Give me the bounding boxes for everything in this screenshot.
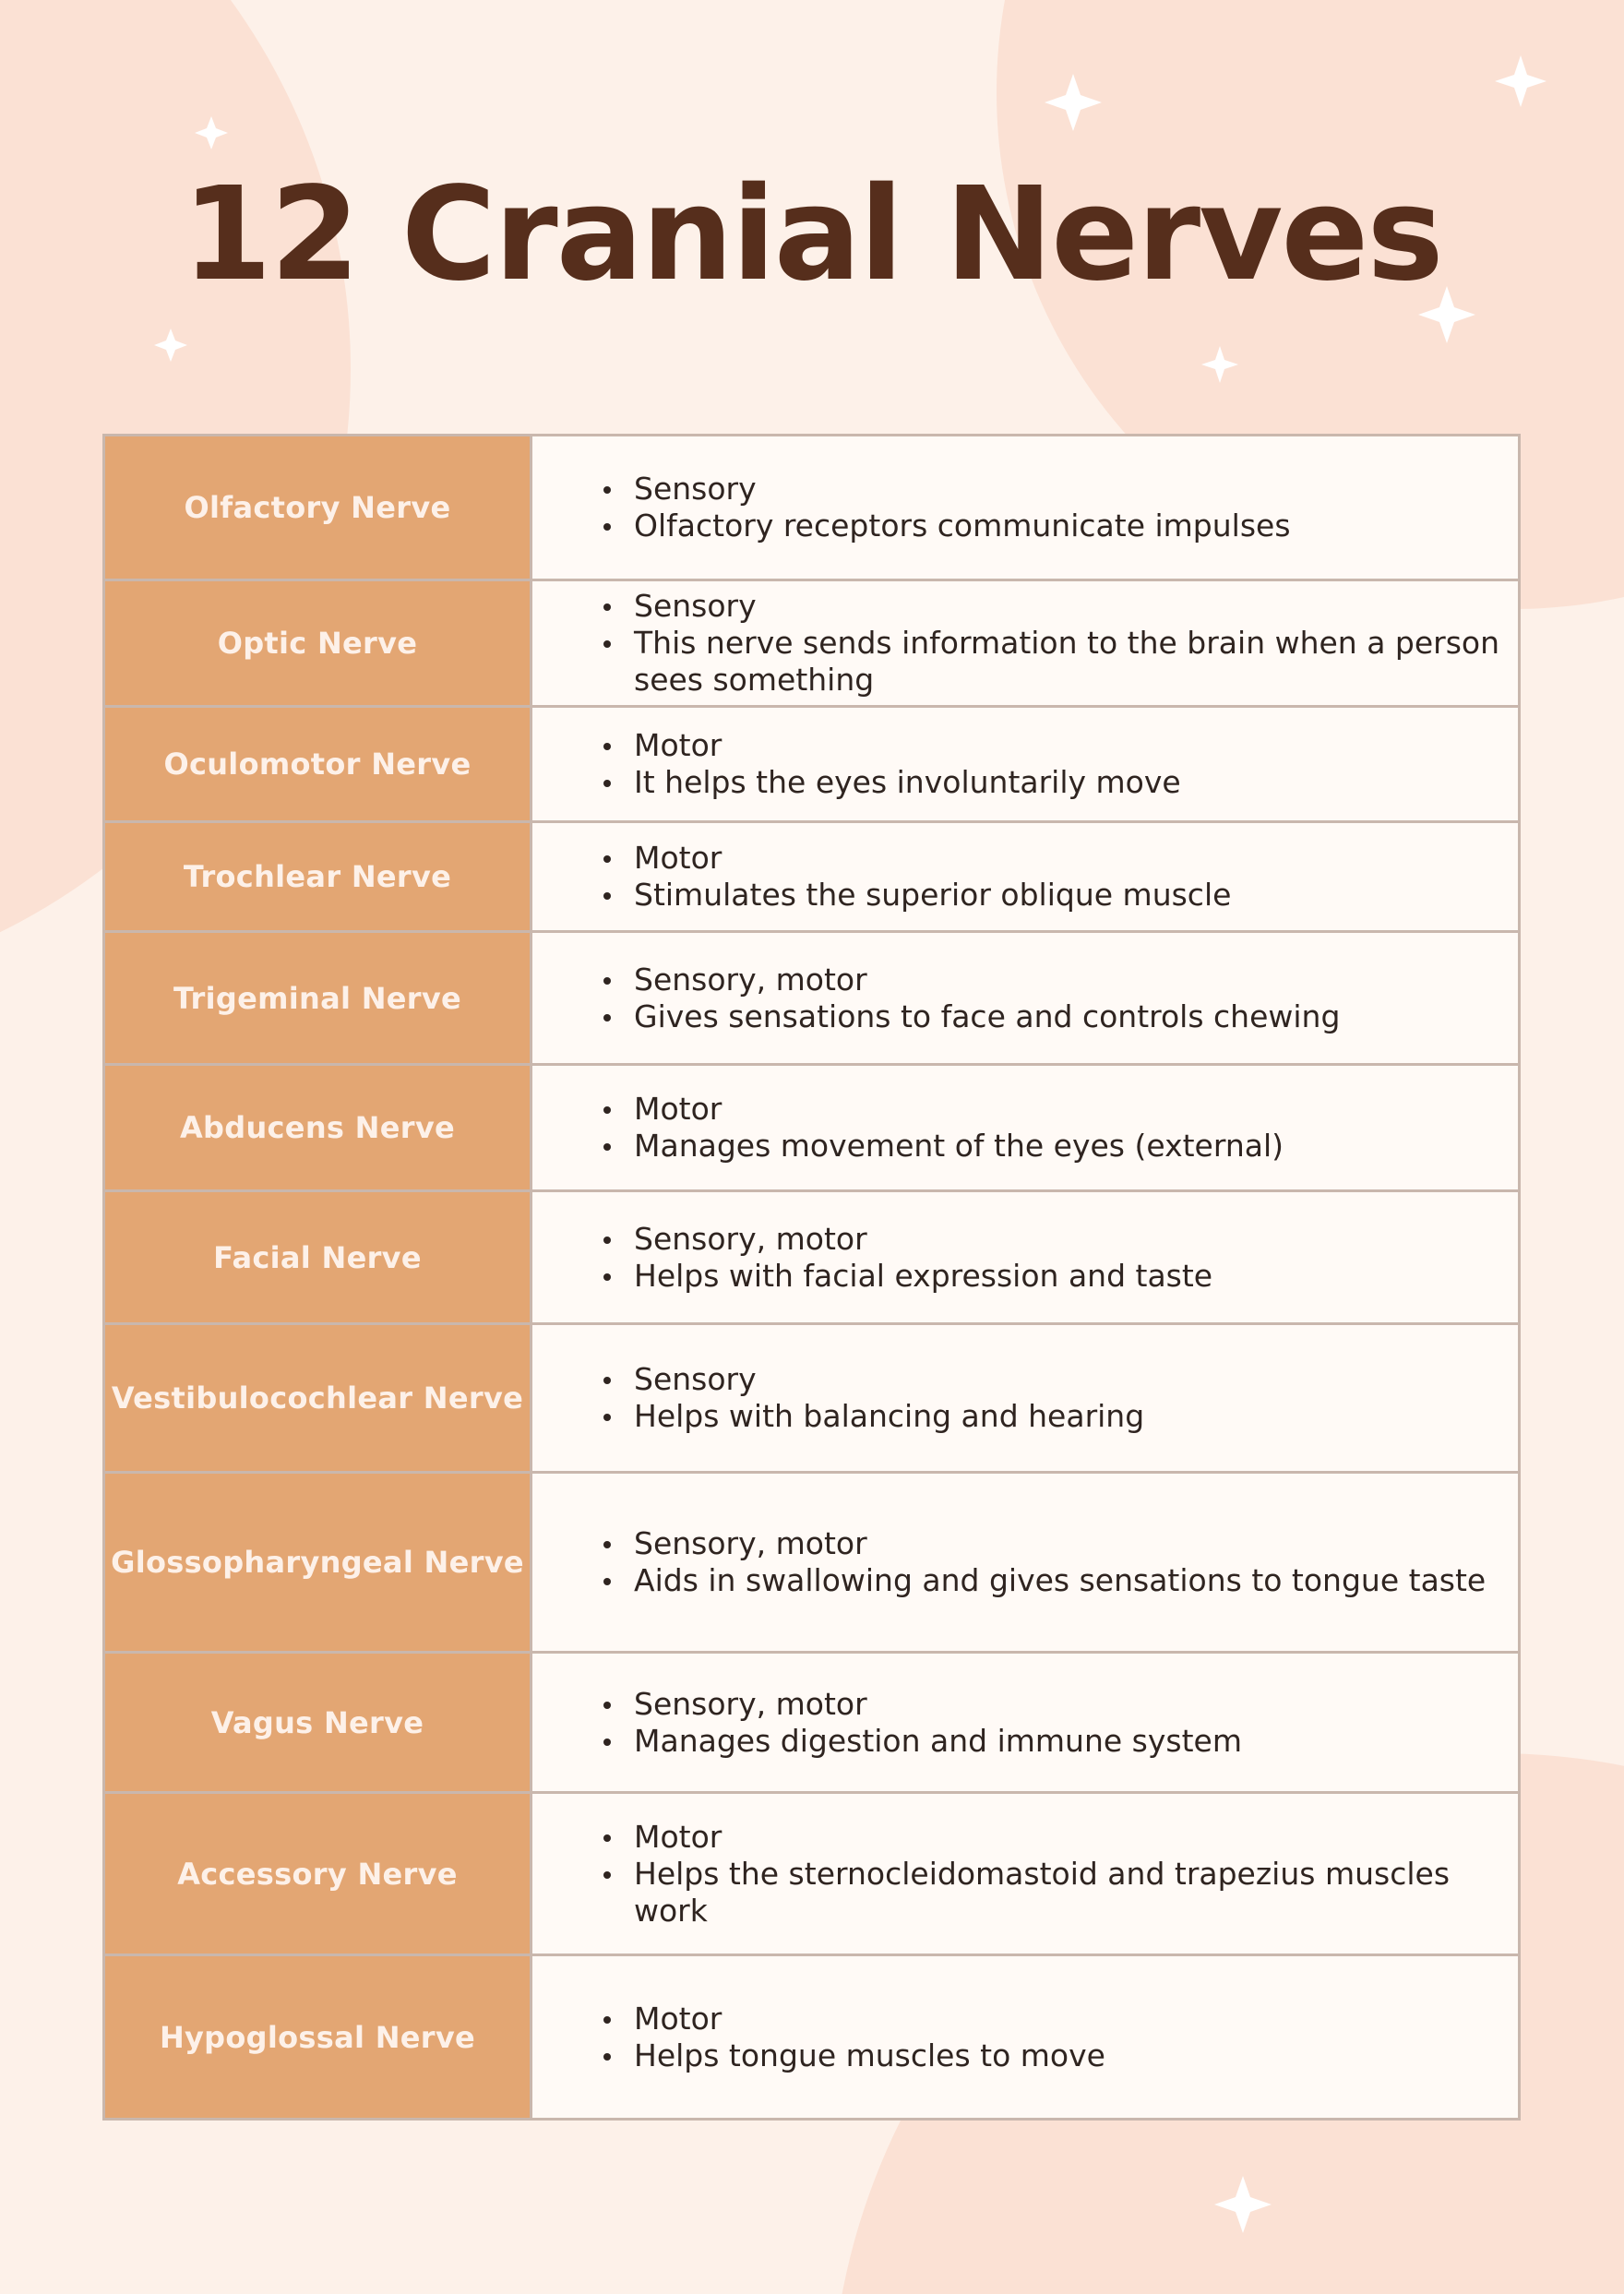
nerve-name: Facial Nerve (104, 1191, 531, 1324)
nerve-name: Trochlear Nerve (104, 822, 531, 932)
nerve-description (531, 1065, 1520, 1191)
page-title: 12 Cranial Nerves (182, 160, 1442, 310)
nerve-function: Olfactory receptors communicate impulses (634, 508, 1512, 544)
nerve-name: Olfactory Nerve (104, 436, 531, 580)
nerve-type: Sensory, motor (634, 1221, 1512, 1258)
nerve-function: Helps tongue muscles to move (634, 2037, 1512, 2074)
nerve-name: Vagus Nerve (104, 1653, 531, 1793)
table-row (104, 1955, 1520, 2120)
bullet-list (532, 962, 1518, 1035)
table-row (104, 436, 1520, 580)
nerve-function: Aids in swallowing and gives sensations to tongue taste (634, 1562, 1512, 1599)
bullet-list (532, 727, 1518, 801)
bullet-list (532, 840, 1518, 914)
nerve-type: Motor (634, 1819, 1512, 1856)
nerve-name: Hypoglossal Nerve (104, 1955, 531, 2120)
nerve-type: Sensory, motor (634, 962, 1512, 998)
table-row (104, 580, 1520, 707)
nerve-function: Manages digestion and immune system (634, 1723, 1512, 1760)
bullet-list (532, 1819, 1518, 1930)
nerve-type: Sensory (634, 1361, 1512, 1398)
bullet-list (532, 1361, 1518, 1435)
bullet-list (532, 588, 1518, 699)
nerve-name: Accessory Nerve (104, 1793, 531, 1955)
nerve-description (531, 707, 1520, 822)
nerve-name: Trigeminal Nerve (104, 932, 531, 1065)
bullet-list (532, 2001, 1518, 2074)
nerve-function: Stimulates the superior oblique muscle (634, 877, 1512, 914)
table-row (104, 1324, 1520, 1473)
table-row (104, 1191, 1520, 1324)
nerve-function: It helps the eyes involuntarily move (634, 764, 1512, 801)
nerve-type: Sensory, motor (634, 1525, 1512, 1562)
nerve-function: Helps with facial expression and taste (634, 1258, 1512, 1295)
bullet-list (532, 1525, 1518, 1599)
nerve-name: Abducens Nerve (104, 1065, 531, 1191)
nerve-type: Motor (634, 840, 1512, 877)
table-row (104, 1653, 1520, 1793)
nerve-type: Motor (634, 727, 1512, 764)
bullet-list (532, 1686, 1518, 1760)
nerve-function: Manages movement of the eyes (external) (634, 1128, 1512, 1165)
nerve-type: Sensory (634, 588, 1512, 625)
nerve-name: Oculomotor Nerve (104, 707, 531, 822)
nerve-description (531, 932, 1520, 1065)
nerve-function: Helps with balancing and hearing (634, 1398, 1512, 1435)
nerve-function: This nerve sends information to the brain when a person sees something (634, 625, 1512, 699)
nerve-name: Glossopharyngeal Nerve (104, 1473, 531, 1653)
nerve-description (531, 1793, 1520, 1955)
table-row (104, 707, 1520, 822)
nerve-description (531, 1653, 1520, 1793)
nerve-function: Helps the sternocleidomastoid and trapezius muscles work (634, 1856, 1512, 1930)
nerve-description (531, 1473, 1520, 1653)
nerve-type: Sensory, motor (634, 1686, 1512, 1723)
table-row (104, 822, 1520, 932)
nerve-description (531, 1191, 1520, 1324)
nerve-description (531, 436, 1520, 580)
bullet-list (532, 1221, 1518, 1295)
nerve-function: Gives sensations to face and controls chewing (634, 998, 1512, 1035)
nerve-description (531, 1955, 1520, 2120)
table-row (104, 1065, 1520, 1191)
nerve-type: Sensory (634, 471, 1512, 508)
nerve-type: Motor (634, 2001, 1512, 2037)
table-row (104, 932, 1520, 1065)
table-row (104, 1473, 1520, 1653)
nerve-type: Motor (634, 1091, 1512, 1128)
bullet-list (532, 1091, 1518, 1165)
table-row (104, 1793, 1520, 1955)
nerve-description (531, 580, 1520, 707)
nerve-name: Vestibulocochlear Nerve (104, 1324, 531, 1473)
cranial-nerves-table (102, 434, 1521, 2121)
nerve-description (531, 1324, 1520, 1473)
nerve-name: Optic Nerve (104, 580, 531, 707)
nerve-description (531, 822, 1520, 932)
bullet-list (532, 471, 1518, 544)
